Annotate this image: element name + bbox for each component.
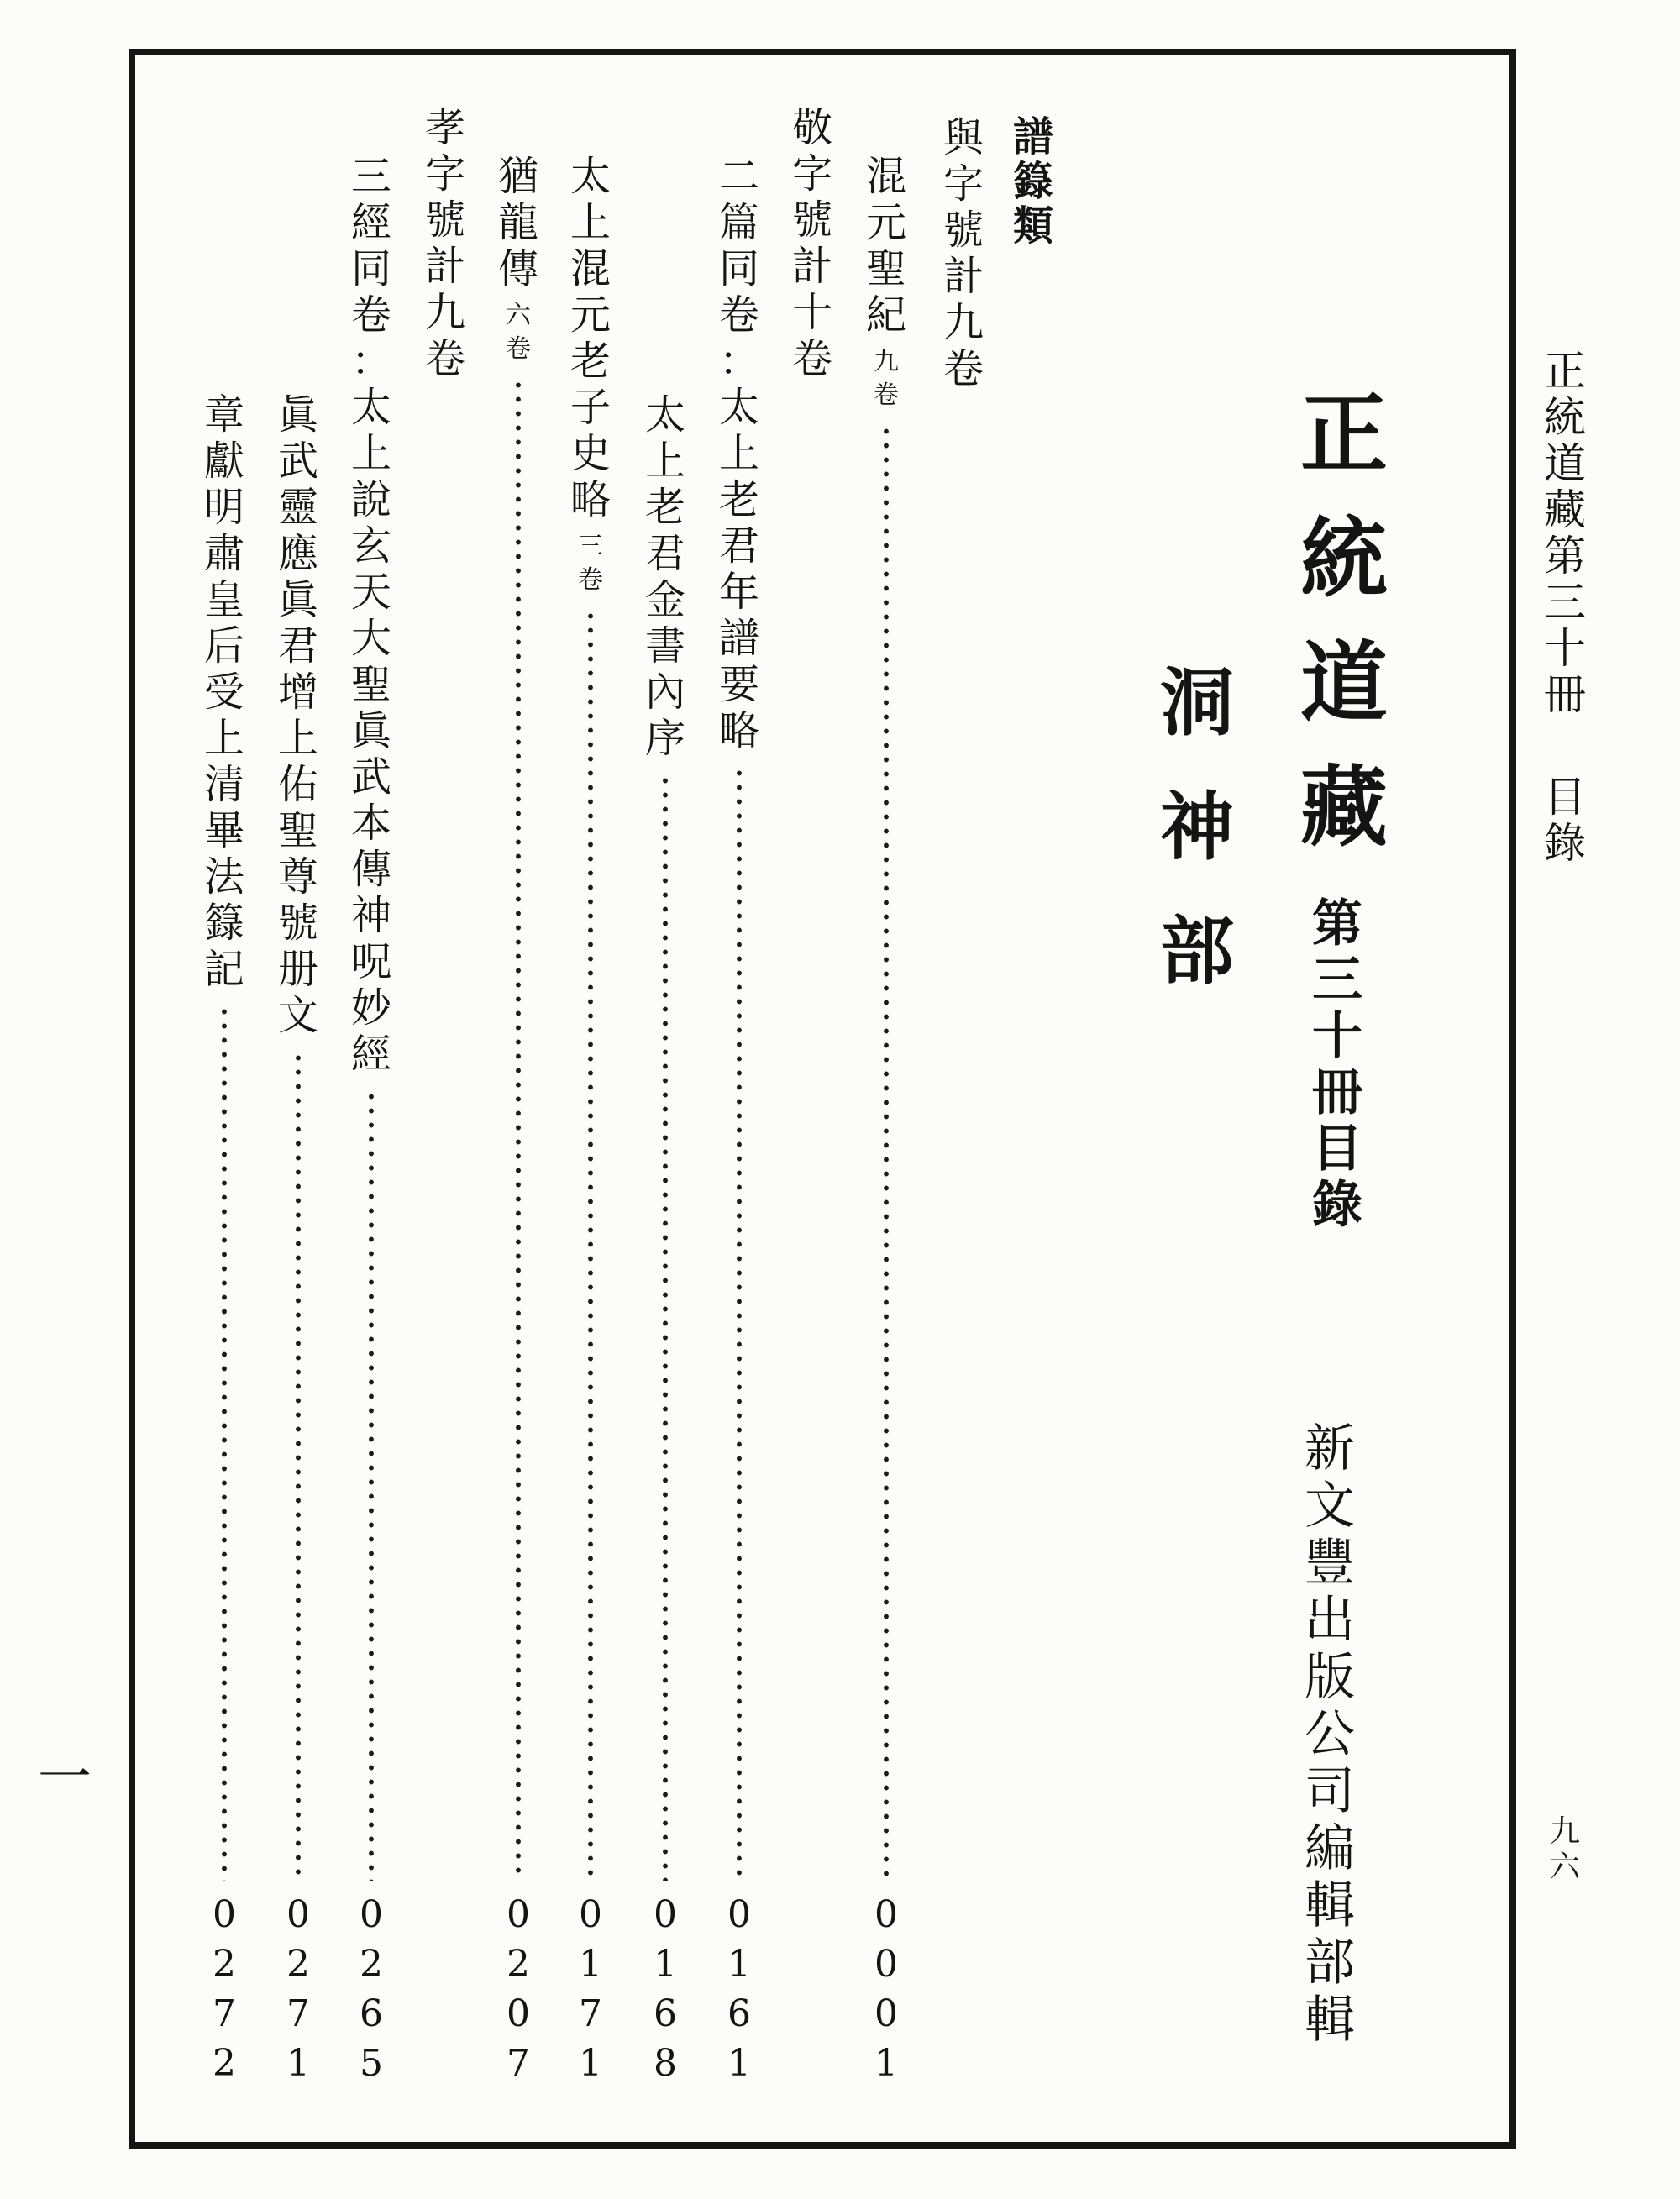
- publisher-credit: 新文豐出版公司編輯部輯: [1305, 1420, 1355, 2049]
- group-header-text: 與字號計九卷: [942, 114, 984, 392]
- running-section: 目錄: [1544, 773, 1586, 868]
- entry-volume-note: 三卷: [578, 532, 603, 595]
- toc-entry: [346, 154, 396, 1881]
- toc-entry: [714, 154, 764, 1881]
- dot-leader: [219, 1005, 229, 1881]
- collection-title: 正統道藏: [1299, 383, 1388, 858]
- toc-entry: [861, 154, 911, 1881]
- dot-leader: [660, 774, 670, 1881]
- folio: [1531, 1814, 1599, 1885]
- group-header-text: 敬字號計十卷: [791, 104, 832, 382]
- page-number: 0271: [286, 1893, 310, 2085]
- entry-title: 三經同卷：太上說玄天大聖眞武本傳神呪妙經: [350, 153, 391, 1078]
- toc-entry: [493, 154, 543, 1881]
- dot-leader: [734, 766, 744, 1881]
- page-number: 0171: [579, 1893, 602, 2085]
- group-header-text: 孝字號計九卷: [424, 104, 465, 382]
- entry-title: 太上混元老子史略: [570, 153, 611, 523]
- dot-leader: [366, 1089, 376, 1881]
- margin-mark: 一: [38, 1747, 92, 1809]
- page-number: 0001: [874, 1893, 898, 2085]
- entry-volume-note: 九卷: [874, 347, 899, 410]
- entry-title: 眞武靈應眞君增上佑聖尊號册文: [277, 391, 318, 1039]
- dot-leader: [293, 1051, 303, 1881]
- toc-entry: [199, 392, 249, 1881]
- dot-leader: [585, 609, 596, 1881]
- entry-title: 混元聖紀: [865, 153, 906, 339]
- page-number: 0168: [654, 1893, 677, 2085]
- group-header: [787, 105, 837, 382]
- entry-title: 猶龍傳: [497, 153, 538, 292]
- page-number: 0207: [507, 1893, 530, 2085]
- entry-volume-note: 六卷: [506, 301, 531, 364]
- page-number: 0265: [360, 1893, 383, 2085]
- toc-entry: [565, 154, 616, 1881]
- division-title-wrap: [1155, 641, 1239, 1014]
- publisher-credit-wrap: [1296, 1420, 1363, 2049]
- volume-title-wrap: [1304, 896, 1371, 1234]
- page-number: 0161: [727, 1893, 751, 2085]
- toc-entry: [640, 392, 690, 1881]
- entry-title: 太上老君金書內序: [644, 391, 685, 762]
- folio-number: 九六: [1549, 1814, 1580, 1884]
- group-header: [938, 115, 989, 392]
- margin-mark-wrap: [31, 1747, 98, 1809]
- entry-title: 二篇同卷：太上老君年譜要略: [718, 153, 759, 754]
- category-heading: 譜籙類: [1012, 113, 1053, 249]
- category-heading-wrap: [1008, 115, 1058, 249]
- volume-title: 第三十冊目錄: [1312, 895, 1362, 1235]
- page-number: 0272: [213, 1893, 236, 2085]
- running-title: 正統道藏第三十冊: [1544, 347, 1586, 719]
- dot-leader: [513, 378, 523, 1881]
- collection-title-wrap: [1294, 372, 1394, 869]
- entry-title: 章獻明肅皇后受上清畢法籙記: [203, 391, 244, 993]
- division-title: 洞神部: [1159, 659, 1234, 995]
- toc-entry: [273, 392, 323, 1881]
- group-header: [420, 105, 470, 382]
- running-head: [1531, 349, 1599, 867]
- dot-leader: [881, 424, 891, 1881]
